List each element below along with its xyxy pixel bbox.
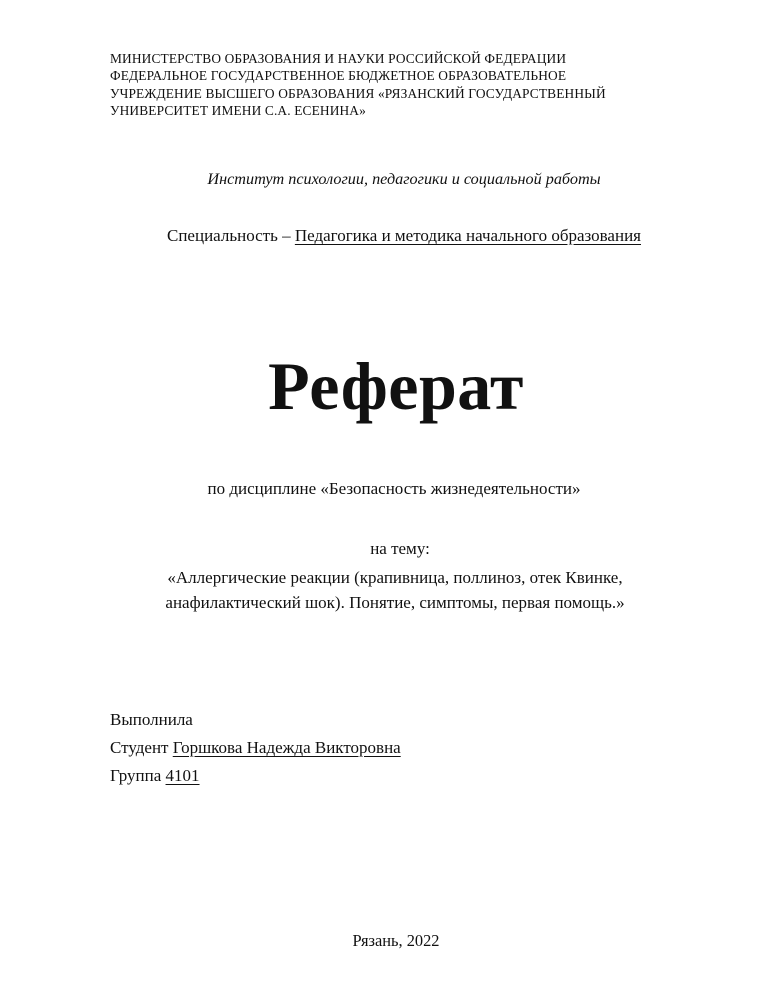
topic-line-2: анафилактический шок). Понятие, симптомы, первая помощь.» [165, 592, 625, 612]
discipline-line: по дисциплине «Безопасность жизнедеятельности» [207, 479, 581, 498]
specialty-label: Специальность – [167, 226, 295, 245]
author-block [110, 706, 540, 790]
student-line [110, 734, 540, 762]
student-name: Горшкова Надежда Викторовна [172, 738, 401, 757]
place-and-year: Рязань, 2022 [352, 931, 440, 950]
specialty-value: Педагогика и методика начального образования [294, 226, 641, 245]
organization-line-2: ФЕДЕРАЛЬНОЕ ГОСУДАРСТВЕННОЕ БЮДЖЕТНОЕ ОБРАЗОВАТЕЛЬНОЕ [110, 68, 567, 84]
topic-line-1: «Аллергические реакции (крапивница, поллиноз, отек Квинке, [167, 568, 623, 587]
group-value: 4101 [165, 766, 200, 785]
organization-line-4: УНИВЕРСИТЕТ ИМЕНИ С.А. ЕСЕНИНА» [110, 103, 366, 119]
institute-name: Институт психологии, педагогики и социальной работы [207, 170, 601, 188]
student-label: Студент [110, 738, 173, 757]
page-title: Реферат [268, 348, 524, 424]
specialty-line [0, 224, 768, 247]
organization-line-3: УЧРЕЖДЕНИЕ ВЫСШЕГО ОБРАЗОВАНИЯ «РЯЗАНСКИЙ ГОСУДАРСТВЕННЫЙ [110, 85, 606, 101]
performed-by-label: Выполнила [110, 710, 193, 729]
group-line [110, 762, 540, 790]
topic-text [0, 566, 768, 615]
organization-line-1: МИНИСТЕРСТВО ОБРАЗОВАНИЯ И НАУКИ РОССИЙСКОЙ ФЕДЕРАЦИИ [110, 51, 567, 66]
organization-header [110, 50, 710, 120]
topic-lead-label: на тему: [370, 539, 430, 558]
group-label: Группа [110, 766, 166, 785]
